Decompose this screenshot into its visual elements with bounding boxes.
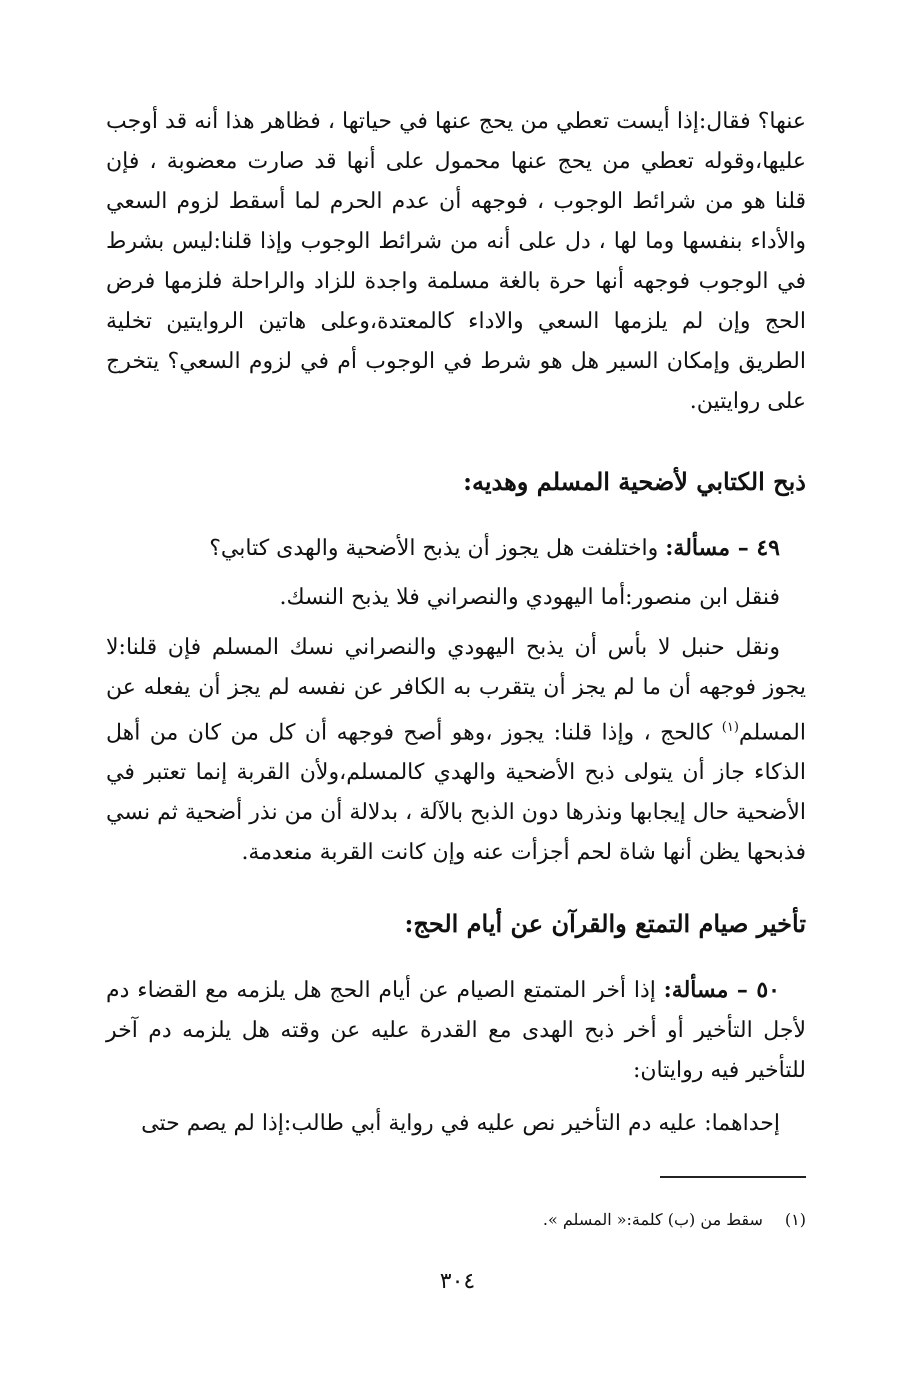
footnote-divider (660, 1176, 806, 1178)
section-heading-delay-fasting: تأخير صيام التمتع والقرآن عن أيام الحج: (404, 909, 806, 938)
question-text: واختلفت هل يجوز أن يذبح الأضحية والهدى كتابي؟ (209, 536, 666, 561)
footnote-number: (١) (784, 1210, 806, 1229)
paragraph-ibn-mansur: فنقل ابن منصور:أما اليهودي والنصراني فلا يذبح النسك. (279, 585, 780, 610)
question-50 (106, 970, 806, 1091)
paragraph-hanbal (106, 628, 806, 873)
question-text: إذا أخر المتمتع الصيام عن أيام الحج هل يلزمه مع القضاء دم لأجل التأخير أو أخر ذبح الهدى مع القدرة عليه عن وقته هل يلزمه دم آخر للتأخير فيه روايتان: (106, 978, 806, 1083)
section-heading-kitabi-slaughter: ذبح الكتابي لأضحية المسلم وهديه: (463, 467, 806, 496)
footnote (106, 1206, 806, 1234)
question-number: ٥٠ – مسألة: (663, 977, 780, 1003)
question-number: ٤٩ – مسألة: (665, 535, 780, 561)
paragraph-hajj-conditions: عنها؟ فقال:إذا أيست تعطي من يحج عنها في حياتها ، فظاهر هذا أنه قد أوجب عليها،وقوله تعطي من يحج عنها محمول على أنها قد صارت معضوبة ، فإن قلنا هو من شرائط الوجوب ، فوجهه أن عدم الحرم لما أسقط لزوم السعي والأداء بنفسها وما لها ، دل على أنه من شرائط الوجوب وإذا قلنا:ليس بشرط في الوجوب فوجهه أنها حرة بالغة مسلمة واجدة للزاد والراحلة فلزمها فرض الحج وإن لم يلزمها السعي والاداء كالمعتدة،وعلى هاتين الروايتين تخلية الطريق وإمكان السير هل هو شرط في الوجوب أم في لزوم السعي؟ يتخرج على روايتين. (106, 109, 806, 414)
footnote-text: سقط من (ب) كلمة:« المسلم ». (542, 1210, 763, 1229)
paragraph-text: كالحج ، وإذا قلنا: يجوز ،وهو أصح فوجهه أن كل من كان من أهل الذكاء جاز أن يتولى ذبح الأضحية والهدي كالمسلم،ولأن القربة إنما تعتبر في الأضحية حال إيجابها ونذرها دون الذبح بالآلة ، بدلالة أن من نذر أضحية ثم نسي فذبحها يظن أنها شاة لحم أجزأت عنه وإن كانت القربة منعدمة. (106, 720, 806, 866)
paragraph-text: ونقل حنبل لا بأس أن يذبح اليهودي والنصراني نسك المسلم فإن قلنا:لا يجوز فوجهه أن ما لم يجز أن يتقرب به الكافر عن نفسه لم يجز أن يفعله عن المسلم (106, 635, 806, 746)
paragraph-first-narration: إحداهما: عليه دم التأخير نص عليه في رواية أبي طالب:إذا لم يصم حتى (141, 1111, 780, 1136)
footnote-reference: (١) (721, 720, 739, 735)
page-number: ٣٠٤ (439, 1269, 476, 1294)
question-49 (106, 528, 806, 569)
